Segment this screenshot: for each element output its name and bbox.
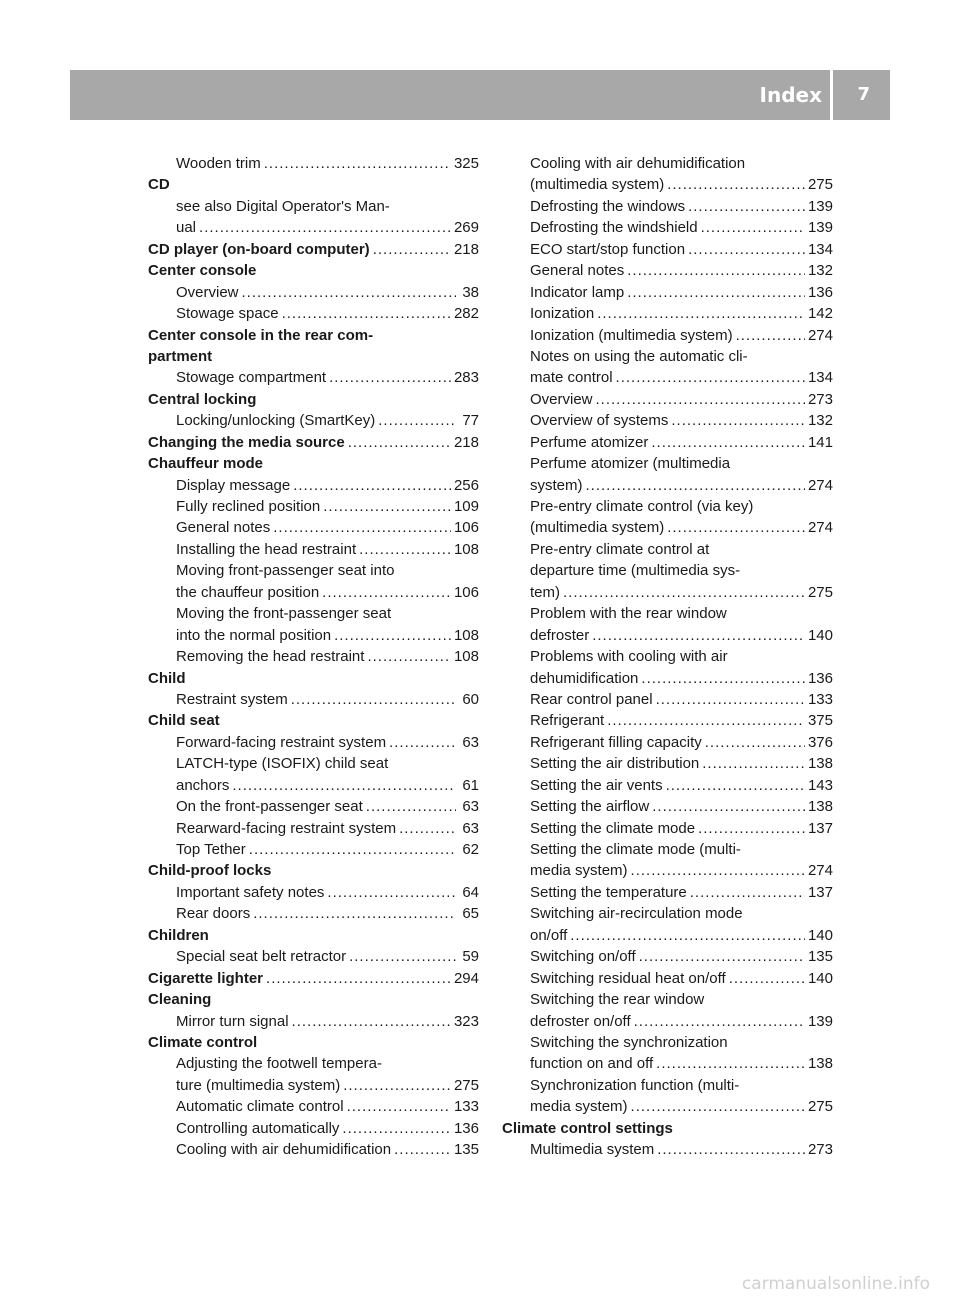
index-subentry-text: Switching air-recirculation mode <box>530 905 743 923</box>
index-heading: Chauffeur mode <box>148 455 264 473</box>
page-reference: 63 <box>462 733 479 751</box>
dot-leader <box>334 625 451 646</box>
entry-label: CD player (on-board computer) <box>148 240 370 258</box>
page-reference: 275 <box>807 583 833 601</box>
index-heading: Child <box>148 669 186 687</box>
index-subentry-text: Cooling with air dehumidification <box>530 155 746 172</box>
index-subentry <box>148 1139 479 1160</box>
page-reference: 375 <box>807 712 833 730</box>
page-reference: 139 <box>807 219 833 237</box>
dot-leader <box>705 732 805 753</box>
dot-leader <box>656 689 805 710</box>
page-reference: 140 <box>807 626 833 644</box>
dot-leader <box>616 367 805 388</box>
page-reference: 376 <box>807 733 833 751</box>
dot-leader <box>378 410 456 431</box>
dot-leader <box>242 282 456 303</box>
index-heading: Child-proof locks <box>148 862 272 880</box>
entry-label: Stowage compartment <box>176 369 327 387</box>
index-subentry <box>502 968 833 989</box>
dot-leader <box>343 1075 451 1096</box>
index-subentry <box>502 710 833 731</box>
dot-leader <box>323 496 451 517</box>
dot-leader <box>342 1118 451 1139</box>
page-reference: 136 <box>807 283 833 301</box>
page-reference: 274 <box>807 326 833 344</box>
dot-leader <box>634 1011 805 1032</box>
index-subentry <box>148 496 479 517</box>
index-subentry <box>502 1096 833 1117</box>
page-reference: 63 <box>462 819 479 837</box>
index-subentry <box>148 539 479 560</box>
page-reference: 218 <box>453 240 479 258</box>
entry-label: Changing the media source <box>148 433 345 451</box>
index-subentry <box>502 196 833 217</box>
page-reference: 63 <box>462 798 479 816</box>
entry-label: General notes <box>530 262 625 280</box>
page-reference: 132 <box>807 262 833 280</box>
index-column-right <box>502 153 833 1161</box>
index-heading-entry <box>148 432 479 453</box>
entry-label: (multimedia system) <box>530 519 665 537</box>
page-reference: 139 <box>807 1012 833 1030</box>
index-subentry <box>502 260 833 281</box>
index-subentry <box>148 646 479 667</box>
index-heading: Central locking <box>148 390 257 408</box>
index-heading: Child seat <box>148 712 220 730</box>
entry-label: Rear doors <box>176 905 251 923</box>
dot-leader <box>597 303 805 324</box>
index-subentry <box>502 689 833 710</box>
index-subentry-text: LATCH-type (ISOFIX) child seat <box>176 755 389 773</box>
page-reference: 325 <box>453 155 479 172</box>
page-reference: 142 <box>807 305 833 323</box>
entry-label: system) <box>530 476 583 494</box>
page-reference: 274 <box>807 519 833 537</box>
dot-leader <box>592 625 805 646</box>
index-column-left <box>148 153 479 1161</box>
entry-label: Setting the air distribution <box>530 755 700 773</box>
index-heading: CD <box>148 176 170 194</box>
page-reference: 135 <box>807 948 833 966</box>
index-subentry <box>502 174 833 195</box>
page-number: 7 <box>857 84 870 105</box>
index-subentry <box>148 1011 479 1032</box>
entry-label: dehumidification <box>530 669 639 687</box>
dot-leader <box>596 389 805 410</box>
page-reference: 275 <box>807 176 833 194</box>
section-title: Index <box>759 83 822 107</box>
index-subentry <box>148 625 479 646</box>
entry-label: media system) <box>530 1098 628 1116</box>
index-subentry <box>148 217 479 238</box>
index-subentry-text: Setting the climate mode (multi- <box>530 841 741 858</box>
index-subentry <box>502 625 833 646</box>
dot-leader <box>563 582 805 603</box>
page-reference: 274 <box>807 862 833 880</box>
dot-leader <box>264 153 451 174</box>
dot-leader <box>688 239 805 260</box>
dot-leader <box>671 410 805 431</box>
dot-leader <box>702 753 805 774</box>
dot-leader <box>349 946 456 967</box>
index-subentry <box>502 1139 833 1160</box>
entry-label: General notes <box>176 519 271 537</box>
watermark: carmanualsonline.info <box>741 1274 930 1294</box>
entry-label: Rear control panel <box>530 690 653 708</box>
page-reference: 61 <box>462 776 479 794</box>
index-subentry <box>502 582 833 603</box>
entry-label: Setting the airflow <box>530 798 650 816</box>
entry-label: Overview of systems <box>530 412 669 430</box>
dot-leader <box>570 925 805 946</box>
dot-leader <box>690 882 805 903</box>
dot-leader <box>631 1096 805 1117</box>
index-subentry <box>502 753 833 774</box>
dot-leader <box>291 689 456 710</box>
page-reference: 65 <box>462 905 479 923</box>
page-reference: 106 <box>453 583 479 601</box>
dot-leader <box>394 1139 451 1160</box>
index-heading: Children <box>148 926 209 944</box>
entry-label: tem) <box>530 583 560 601</box>
dot-leader <box>627 260 805 281</box>
index-subentry <box>148 818 479 839</box>
dot-leader <box>249 839 456 860</box>
index-heading: Cleaning <box>148 991 212 1009</box>
index-subentry <box>148 903 479 924</box>
dot-leader <box>253 903 456 924</box>
index-subentry-text: Moving the front-passenger seat <box>176 605 392 623</box>
index-subentry <box>502 475 833 496</box>
dot-leader <box>232 775 456 796</box>
page-reference: 294 <box>453 969 479 987</box>
index-subentry-text: Perfume atomizer (multimedia <box>530 455 731 473</box>
page-reference: 138 <box>807 1055 833 1073</box>
index-subentry <box>502 1011 833 1032</box>
dot-leader <box>666 775 805 796</box>
index-subentry <box>502 517 833 538</box>
page-reference: 77 <box>462 412 479 430</box>
dot-leader <box>639 946 805 967</box>
index-heading-entry <box>148 239 479 260</box>
entry-label: Overview <box>176 283 239 301</box>
index-subentry <box>502 946 833 967</box>
page-reference: 141 <box>807 433 833 451</box>
page-reference: 274 <box>807 476 833 494</box>
index-subentry <box>148 582 479 603</box>
dot-leader <box>329 367 451 388</box>
entry-label: Overview <box>530 390 593 408</box>
page-reference: 138 <box>807 798 833 816</box>
page-reference: 269 <box>453 219 479 237</box>
entry-label: Setting the temperature <box>530 883 687 901</box>
index-subentry <box>502 239 833 260</box>
dot-leader <box>373 239 451 260</box>
entry-label: Ionization (multimedia system) <box>530 326 733 344</box>
dot-leader <box>389 732 456 753</box>
entry-label: Restraint system <box>176 690 288 708</box>
dot-leader <box>199 217 451 238</box>
index-subentry-text: Notes on using the automatic cli- <box>530 347 748 365</box>
entry-label: Controlling automatically <box>176 1119 340 1137</box>
dot-leader <box>688 196 805 217</box>
entry-label: ture (multimedia system) <box>176 1076 341 1094</box>
index-heading: partment <box>148 347 213 365</box>
entry-label: Cigarette lighter <box>148 969 264 987</box>
page-reference: 275 <box>807 1098 833 1116</box>
page-reference: 62 <box>462 841 479 858</box>
index-subentry <box>502 389 833 410</box>
index-subentry <box>148 517 479 538</box>
dot-leader <box>266 968 451 989</box>
page-reference: 139 <box>807 197 833 215</box>
index-heading: Climate control <box>148 1033 258 1051</box>
page-reference: 138 <box>807 755 833 773</box>
dot-leader <box>399 818 456 839</box>
header-divider <box>830 70 833 120</box>
entry-label: Multimedia system <box>530 1141 655 1159</box>
index-subentry <box>502 432 833 453</box>
index-subentry-text: Synchronization function (multi- <box>530 1076 740 1094</box>
index-heading: Climate control settings <box>502 1119 673 1137</box>
dot-leader <box>651 432 805 453</box>
index-subentry-text: Pre-entry climate control at <box>530 540 710 558</box>
index-subentry <box>148 475 479 496</box>
page-reference: 64 <box>462 883 479 901</box>
index-subentry <box>148 1075 479 1096</box>
entry-label: the chauffeur position <box>176 583 320 601</box>
entry-label: Automatic climate control <box>176 1098 344 1116</box>
entry-label: Rearward-facing restraint system <box>176 819 397 837</box>
index-subentry-text: see also Digital Operator's Man- <box>176 197 390 215</box>
entry-label: Removing the head restraint <box>176 648 365 666</box>
page-reference: 273 <box>807 1141 833 1159</box>
entry-label: Switching on/off <box>530 948 636 966</box>
index-subentry <box>502 282 833 303</box>
index-subentry <box>148 410 479 431</box>
page-header <box>70 70 890 120</box>
index-subentry <box>148 732 479 753</box>
entry-label: Important safety notes <box>176 883 325 901</box>
index-subentry-text: Switching the synchronization <box>530 1033 728 1051</box>
index-subentry <box>502 882 833 903</box>
dot-leader <box>631 860 805 881</box>
page-reference: 135 <box>453 1141 479 1159</box>
entry-label: anchors <box>176 776 230 794</box>
index-subentry <box>148 303 479 324</box>
page-reference: 132 <box>807 412 833 430</box>
page-reference: 137 <box>807 819 833 837</box>
dot-leader <box>652 796 805 817</box>
dot-leader <box>729 968 805 989</box>
page-reference: 59 <box>462 948 479 966</box>
entry-label: Switching residual heat on/off <box>530 969 726 987</box>
index-subentry <box>148 796 479 817</box>
entry-label: Installing the head restraint <box>176 540 357 558</box>
dot-leader <box>656 1053 805 1074</box>
index-subentry <box>502 818 833 839</box>
page-reference: 108 <box>453 626 479 644</box>
entry-label: Forward-facing restraint system <box>176 733 387 751</box>
page-reference: 140 <box>807 969 833 987</box>
dot-leader <box>322 582 451 603</box>
index-heading: Center console in the rear com- <box>148 326 374 344</box>
index-heading-entry <box>148 968 479 989</box>
index-subentry-text: Adjusting the footwell tempera- <box>176 1055 382 1073</box>
page-reference: 140 <box>807 926 833 944</box>
entry-label: Top Tether <box>176 841 246 858</box>
dot-leader <box>292 1011 451 1032</box>
page-reference: 275 <box>453 1076 479 1094</box>
entry-label: Stowage space <box>176 305 279 323</box>
index-subentry <box>502 1053 833 1074</box>
dot-leader <box>736 325 805 346</box>
index-subentry <box>502 303 833 324</box>
entry-label: Locking/unlocking (SmartKey) <box>176 412 376 430</box>
index-subentry <box>148 689 479 710</box>
page-reference: 133 <box>453 1098 479 1116</box>
entry-label: ual <box>176 219 197 237</box>
index-subentry-text: Pre-entry climate control (via key) <box>530 498 754 515</box>
entry-label: (multimedia system) <box>530 176 665 194</box>
index-subentry-text: Switching the rear window <box>530 991 705 1009</box>
page-reference: 218 <box>453 433 479 451</box>
index-subentry <box>148 1118 479 1139</box>
dot-leader <box>641 668 805 689</box>
entry-label: Wooden trim <box>176 155 261 172</box>
page-reference: 38 <box>462 283 479 301</box>
entry-label: Fully reclined position <box>176 498 321 515</box>
page-reference: 134 <box>807 369 833 387</box>
dot-leader <box>348 432 451 453</box>
index-subentry <box>502 775 833 796</box>
entry-label: on/off <box>530 926 568 944</box>
dot-leader <box>273 517 451 538</box>
entry-label: Special seat belt retractor <box>176 948 347 966</box>
dot-leader <box>293 475 451 496</box>
dot-leader <box>366 796 456 817</box>
page-reference: 134 <box>807 240 833 258</box>
dot-leader <box>586 475 805 496</box>
entry-label: Setting the climate mode <box>530 819 696 837</box>
page-reference: 136 <box>453 1119 479 1137</box>
entry-label: Refrigerant filling capacity <box>530 733 702 751</box>
dot-leader <box>667 174 805 195</box>
dot-leader <box>607 710 805 731</box>
entry-label: Mirror turn signal <box>176 1012 289 1030</box>
entry-label: Setting the air vents <box>530 776 663 794</box>
entry-label: Refrigerant <box>530 712 605 730</box>
index-subentry-text: Problems with cooling with air <box>530 648 728 666</box>
entry-label: On the front-passenger seat <box>176 798 363 816</box>
entry-label: defroster <box>530 626 590 644</box>
entry-label: defroster on/off <box>530 1012 631 1030</box>
page-reference: 143 <box>807 776 833 794</box>
page-reference: 137 <box>807 883 833 901</box>
entry-label: Defrosting the windshield <box>530 219 698 237</box>
page-reference: 108 <box>453 540 479 558</box>
page-reference: 108 <box>453 648 479 666</box>
dot-leader <box>698 818 805 839</box>
index-subentry <box>502 860 833 881</box>
entry-label: into the normal position <box>176 626 332 644</box>
entry-label: Perfume atomizer <box>530 433 649 451</box>
dot-leader <box>627 282 805 303</box>
dot-leader <box>367 646 451 667</box>
index-subentry-text: departure time (multimedia sys- <box>530 562 741 580</box>
index-subentry <box>148 1096 479 1117</box>
page-reference: 323 <box>453 1012 479 1030</box>
index-subentry <box>502 732 833 753</box>
page-reference: 273 <box>807 390 833 408</box>
index-subentry <box>148 367 479 388</box>
dot-leader <box>359 539 451 560</box>
page-reference: 136 <box>807 669 833 687</box>
page-reference: 106 <box>453 519 479 537</box>
page-reference: 60 <box>462 690 479 708</box>
page-reference: 283 <box>453 369 479 387</box>
dot-leader <box>327 882 456 903</box>
index-subentry <box>502 668 833 689</box>
index-subentry <box>148 882 479 903</box>
entry-label: ECO start/stop function <box>530 240 686 258</box>
index-heading: Center console <box>148 262 257 280</box>
page-reference: 133 <box>807 690 833 708</box>
index-subentry <box>502 925 833 946</box>
index-subentry <box>502 325 833 346</box>
entry-label: function on and off <box>530 1055 654 1073</box>
index-subentry <box>502 217 833 238</box>
dot-leader <box>282 303 451 324</box>
index-subentry <box>148 775 479 796</box>
index-subentry-text: Moving front-passenger seat into <box>176 562 395 580</box>
index-subentry <box>148 839 479 860</box>
dot-leader <box>667 517 805 538</box>
entry-label: mate control <box>530 369 613 387</box>
entry-label: Indicator lamp <box>530 283 625 301</box>
dot-leader <box>657 1139 805 1160</box>
index-subentry <box>148 153 479 174</box>
index-subentry <box>148 946 479 967</box>
index-subentry <box>502 796 833 817</box>
entry-label: Defrosting the windows <box>530 197 686 215</box>
entry-label: Display message <box>176 476 291 494</box>
index-subentry <box>502 410 833 431</box>
entry-label: media system) <box>530 862 628 880</box>
dot-leader <box>701 217 805 238</box>
page-reference: 282 <box>453 305 479 323</box>
index-subentry-text: Problem with the rear window <box>530 605 727 623</box>
page-reference: 256 <box>453 476 479 494</box>
dot-leader <box>347 1096 451 1117</box>
entry-label: Ionization <box>530 305 595 323</box>
index-subentry <box>148 282 479 303</box>
index-subentry <box>502 367 833 388</box>
entry-label: Cooling with air dehumidification <box>176 1141 392 1159</box>
page-reference: 109 <box>453 498 479 515</box>
